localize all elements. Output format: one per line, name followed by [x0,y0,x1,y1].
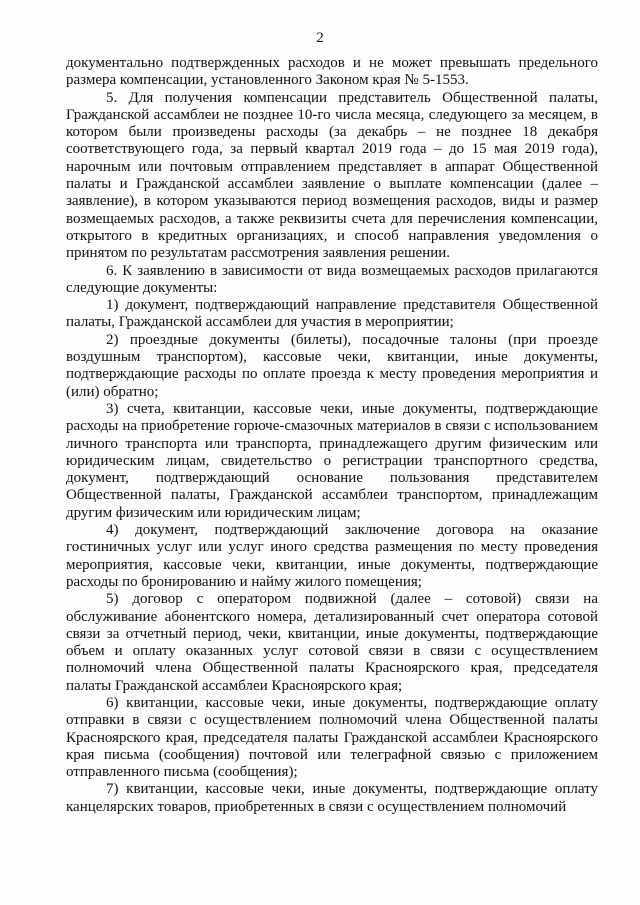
paragraph-5: 5. Для получения компенсации представитель Общественной палаты, Гражданской ассамблеи не позднее 10-го числа месяца, следующего за месяцем, в котором были произведены расходы (за декабрь – не позднее 18 декабря соответствующего года, за первый квартал 2019 года – до 15 мая 2019 года), нарочным или почтовым отправлением представляет в аппарат Общественной палаты и Гражданской ассамблеи заявление о выплате компенсации (далее – заявление), в котором указываются период возмещения расходов, виды и размер возмещаемых расходов, а также реквизиты счета для перечисления компенсации, открытого в кредитных организациях, и способ направления уведомления о принятом по результатам рассмотрения заявления решении. [66,89,598,262]
list-item-1: 1) документ, подтверждающий направление представителя Общественной палаты, Гражданской ассамблеи для участия в мероприятии; [66,297,598,331]
paragraph-6: 6. К заявлению в зависимости от вида возмещаемых расходов прилагаются следующие документы: [66,262,598,296]
list-item-6: 6) квитанции, кассовые чеки, иные документы, подтверждающие оплату отправки в связи с осуществлением полномочий члена Общественной палаты Красноярского края, председателя палаты Гражданской ассамблеи Красноярского края письма (сообщения) почтовой или телеграфной связью с приложением отправленного письма (сообщения); [66,694,598,781]
list-item-4: 4) документ, подтверждающий заключение договора на оказание гостиничных услуг или услуг иного средства размещения по месту проведения мероприятия, кассовые чеки, квитанции, иные документы, подтверждающие расходы по бронированию и найму жилого помещения; [66,522,598,590]
document-body [66,55,598,816]
list-item-3: 3) счета, квитанции, кассовые чеки, иные документы, подтверждающие расходы на приобретение горюче-смазочных материалов в связи с использованием личного транспорта или транспорта, принадлежащего другим физическим или юридическим лицам, свидетельство о регистрации транспортного средства, документ, подтверждающий основание пользования представителем Общественной палаты, Гражданской ассамблеи транспортом, принадлежащим другим физическим или юридическим лицам; [66,400,598,521]
list-item-2: 2) проездные документы (билеты), посадочные талоны (при проезде воздушным транспортом), кассовые чеки, квитанции, иные документы, подтверждающие расходы по оплате проезда к месту проведения мероприятия и (или) обратно; [66,331,598,400]
page-number: 2 [316,30,324,46]
list-item-7: 7) квитанции, кассовые чеки, иные документы, подтверждающие оплату канцелярских товаров, приобретенных в связи с осуществлением полномочий [66,781,598,815]
list-item-5: 5) договор с оператором подвижной (далее – сотовой) связи на обслуживание абонентского номера, детализированный счет оператора сотовой связи за отчетный период, чеки, квитанции, иные документы, подтверждающие объем и оплату оказанных услуг сотовой связи в связи с осуществлением полномочий члена Общественной палаты Красноярского края, председателя палаты Гражданской ассамблеи Красноярского края; [66,591,598,694]
paragraph-continuation: документально подтвержденных расходов и не может превышать предельного размера компенсации, установленного Законом края № 5-1553. [66,55,598,89]
